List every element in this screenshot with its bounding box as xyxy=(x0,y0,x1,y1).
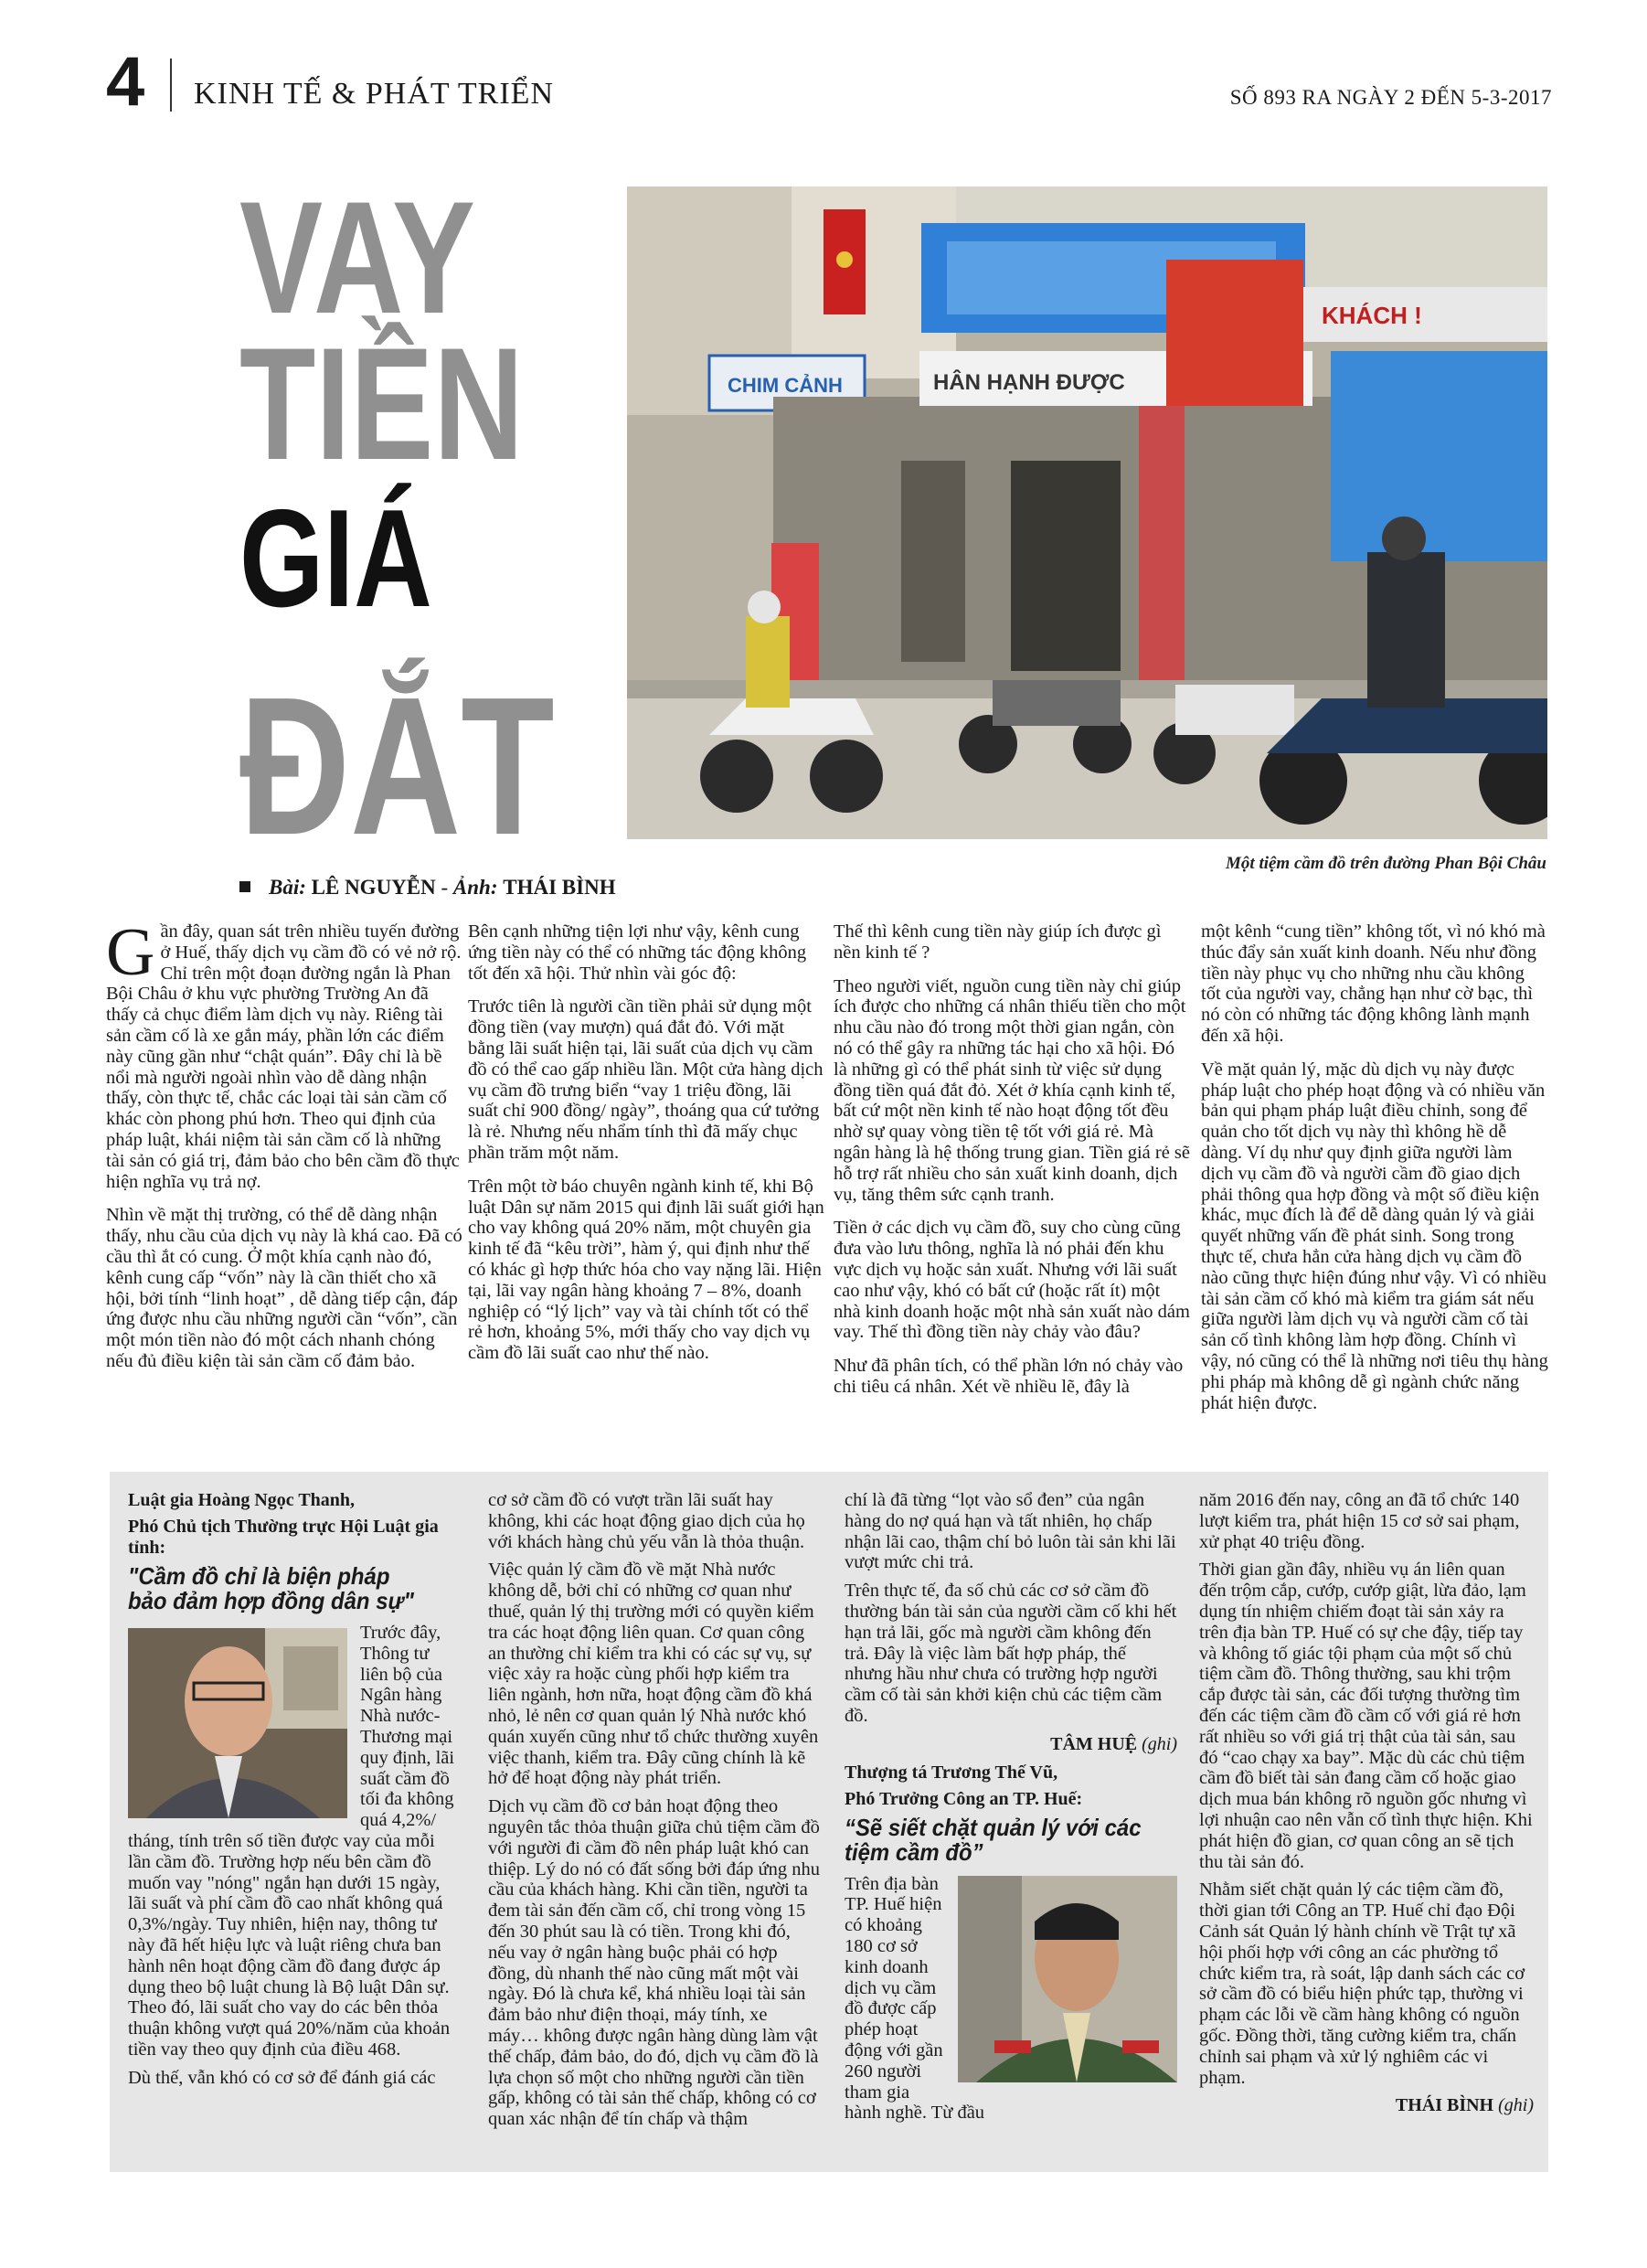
article-paragraph: Nhìn về mặt thị trường, có thể dễ dàng nhận thấy, nhu cầu của dịch vụ này là khá cao. Đã có cầu thì ắt có cung. Ở một khía cạnh nào đó, kênh cung cấp “vốn” này là cần thiết cho xã hội, bởi tính “linh hoạt” , dễ dàng tiếp cận, đáp ứng được nhu cầu những người cần “vốn”, cần một món tiền nào đó một cách nhanh chóng nếu đủ điều kiện tài sản cầm cố đảm bảo. xyxy=(106,1205,462,1371)
interview-paragraph: Thời gian gần đây, nhiều vụ án liên quan đến trộm cắp, cướp, cướp giật, lừa đảo, lạm dụng tín nhiệm chiếm đoạt tài sản xảy ra trên địa bàn TP. Huế có sự che đậy, tiếp tay và không tố giác tội phạm của một số chủ tiệm cầm đồ. Thông thường, sau khi trộm cắp được tài sản, các đối tượng thường tìm đến các tiệm cầm đồ cầm cố với giá rẻ hơn rất nhiều so với giá trị thật của tài sản, sau đó “cao chạy xa bay”. Mặc dù các chủ tiệm cầm đồ biết tài sản đang cầm cố hoặc giao dịch mua bán không rõ nguồn gốc nhưng vì lợi nhuận cao nên vẫn cố tình thực hiện. Khi phát hiện đồ gian, cơ quan công an sẽ tịch thu tài sản đó. xyxy=(1199,1560,1533,1872)
page-number: 4 xyxy=(106,43,145,121)
interview-paragraph: cơ sở cầm đồ có vượt trần lãi suất hay không, khi các hoạt động giao dịch của họ với khách hàng chủ yếu vẫn là thỏa thuận. xyxy=(488,1490,805,1552)
speaker-2-title: Phó Trưởng Công an TP. Huế: xyxy=(845,1788,1083,1809)
article-paragraph: Như đã phân tích, có thể phần lớn nó chảy vào chi tiêu cá nhân. Xét về nhiều lẽ, đây là xyxy=(834,1356,1184,1397)
interview-paragraph: Dịch vụ cầm đồ cơ bản hoạt động theo nguyên tắc thỏa thuận giữa chủ tiệm cầm đồ với người đi cầm đồ nên pháp luật khó can thiệp. Lý do nó có đất sống bởi đáp ứng nhu cầu của khách hàng. Khi cần tiền, người ta đem tài sản đến cầm cố, chỉ trong vòng 15 đến 30 phút sau là có tiền. Trong khi đó, nếu vay ở ngân hàng buộc phải có hợp đồng, dù nhanh thế nào cũng mất một vài ngày. Đó là chưa kể, khá nhiều loại tài sản đảm bảo như điện thoại, máy tính, xe máy… không được ngân hàng dùng làm vật thế chấp, đảm bảo, do đó, dịch vụ cầm đồ là lựa chọn số một cho những người cần tiền gấp, không có tài sản thế chấp, không có cơ quan xác nhận để tín chấp và thậm xyxy=(488,1796,821,2130)
header-divider xyxy=(170,59,172,112)
interview-paragraph: năm 2016 đến nay, công an đã tổ chức 140 lượt kiểm tra, phát hiện 15 cơ sở sai phạm, xử phạt 40 triệu đồng. xyxy=(1199,1490,1520,1552)
byline-text-label: Bài: xyxy=(269,876,306,899)
portrait-speaker-1 xyxy=(128,1628,347,1824)
interview-paragraph: Nhằm siết chặt quản lý các tiệm cầm đồ, thời gian tới Công an TP. Huế chỉ đạo Đội Cảnh sát Quản lý hành chính về Trật tự xã hội phối hợp với công an các phường tổ chức kiểm tra, rà soát, lập danh sách các cơ sở cầm đồ có biểu hiện phức tạp, thường vi phạm các lỗi về cầm hàng không có nguồn gốc. Đồng thời, tăng cường kiểm tra, chấn chỉnh sai phạm và xử lý nghiêm các vi phạm. xyxy=(1199,1879,1525,2088)
interview-column-3 xyxy=(845,1490,1177,2165)
signature-tam-hue: TÂM HUỆ (ghi) xyxy=(1050,1733,1177,1754)
issue-info: SỐ 893 RA NGÀY 2 ĐẾN 5-3-2017 xyxy=(1229,86,1552,109)
speaker-1-title: Phó Chủ tịch Thường trực Hội Luật gia tỉnh: xyxy=(128,1517,439,1558)
speaker-1-name: Luật gia Hoàng Ngọc Thanh, xyxy=(128,1490,356,1510)
interview-paragraph: Dù thế, vẫn khó có cơ sở để đánh giá các xyxy=(128,2067,436,2088)
interview-paragraph: Trên địa bàn TP. Huế hiện có khoảng 180 cơ sở kinh doanh dịch vụ cầm đồ được cấp phép hoạt động với gần 260 người tham gia hành nghề. Từ đầu xyxy=(845,1873,985,2124)
signature-thai-binh: THÁI BÌNH (ghi) xyxy=(1395,2095,1534,2116)
article-column-3 xyxy=(834,921,1190,1463)
article-paragraph: Tiền ở các dịch vụ cầm đồ, suy cho cùng cũng đưa vào lưu thông, nghĩa là nó phải đến khu vực dịch vụ hoặc sản xuất. Nhưng với lãi suất cao như vậy, khó có bất cứ (hoặc rất ít) một nhà kinh doanh hoặc một nhà sản xuất nào dám vay. Thế thì đồng tiền này chảy vào đâu? xyxy=(834,1218,1190,1343)
speaker-2-quote-title: “Sẽ siết chặt quản lý với các tiệm cầm đồ” xyxy=(845,1813,1142,1866)
interview-column-2 xyxy=(488,1490,821,2165)
byline-photo-label: Ảnh: xyxy=(452,876,498,899)
svg-text:CHIM CẢNH: CHIM CẢNH xyxy=(728,374,843,397)
street-photo xyxy=(627,186,1547,839)
article-column-2 xyxy=(468,921,824,1463)
interview-paragraph: Trên thực tế, đa số chủ các cơ sở cầm đồ thường bán tài sản của người cầm cố khi hết hạn trả lãi, gốc mà người cầm không đến trả. Đây là việc làm bất hợp pháp, thế nhưng hầu như chưa có trường hợp người cầm cố tài sản khởi kiện chủ các tiệm cầm đồ. xyxy=(845,1581,1177,1726)
byline: Bài: LÊ NGUYỄN - Ảnh: THÁI BÌNH xyxy=(239,876,616,900)
article-paragraph: Bên cạnh những tiện lợi như vậy, kênh cung ứng tiền này có thể có những tác động không tốt đến xã hội. Thử nhìn vài góc độ: xyxy=(468,921,807,984)
bullet-square-icon xyxy=(239,881,250,892)
svg-text:HÂN HẠNH ĐƯỢC: HÂN HẠNH ĐƯỢC xyxy=(933,370,1125,395)
article-paragraph: Theo người viết, nguồn cung tiền này chỉ giúp ích được cho những cá nhân thiếu tiền cho một nhu cầu nào đó trong một thời gian ngắn, còn nó có thể gây ra những tác hại cho xã hội. Đó là những gì có thể phát sinh từ việc sử dụng đồng tiền quá đắt đỏ. Xét ở khía cạnh kinh tế, bất cứ một nền kinh tế nào hoạt động tốt đều nhờ sự quay vòng tiền tệ tốt với giá rẻ. Mà ngân hàng là hệ thống trung gian. Tiền giá rẻ sẽ hỗ trợ rất nhiều cho sản xuất kinh doanh, dịch vụ, tăng thêm sức cạnh tranh. xyxy=(834,975,1190,1205)
headline-line-1: VAY xyxy=(239,169,476,347)
article-column-4 xyxy=(1201,921,1548,1463)
portrait-speaker-2 xyxy=(958,1876,1177,2088)
photo-caption: Một tiệm cầm đồ trên đường Phan Bội Châu xyxy=(1226,854,1546,873)
svg-text:KHÁCH !: KHÁCH ! xyxy=(1322,302,1422,329)
speaker-1-quote-title: "Cầm đồ chỉ là biện pháp bảo đảm hợp đồng dân sự" xyxy=(128,1562,414,1614)
interview-paragraph: Trước đây, Thông tư liên bộ của Ngân hàng Nhà nước- Thương mại quy định, lãi suất cầm đồ tối đa không quá 4,2%/ tháng, tính trên số tiền được vay của mỗi lần cầm đồ. Trường hợp nếu bên cầm đồ muốn vay "nóng" ngắn hạn dưới 15 ngày, lãi suất và phí cầm đồ cao nhất không quá 0,3%/ngày. Tuy nhiên, hiện nay, thông tư này đã hết hiệu lực và luật riêng chưa ban hành nên hoạt động cầm đồ đang được áp dụng theo bộ luật chung là Bộ luật Dân sự. Theo đó, lãi suất cho vay do các bên thỏa thuận không vượt quá 20%/năm của khoản tiền vay theo quy định của điều 468. xyxy=(128,1623,455,2060)
headline-line-3: GIÁ xyxy=(239,481,432,636)
interview-paragraph: chí là đã từng “lọt vào sổ đen” của ngân hàng do nợ quá hạn và tất nhiên, họ chấp nhận lãi cao, thậm chí bỏ luôn tài sản khi lãi vượt mức chi trả. xyxy=(845,1490,1176,1573)
article-paragraph: Trên một tờ báo chuyên ngành kinh tế, khi Bộ luật Dân sự năm 2015 qui định lãi suất giới hạn cho vay không quá 20% năm, một chuyên gia kinh tế đã “kêu trời”, hàm ý, qui định như thế có khác gì hợp thức hóa cho vay nặng lãi. Hiện tại, lãi vay ngân hàng khoảng 7 – 8%, doanh nghiệp có “lý lịch” vay và tài chính tốt có thể rẻ hơn, khoảng 5%, mới thấy cho vay dịch vụ cầm đồ lãi suất cao như thế nào. xyxy=(468,1176,824,1364)
interview-column-4 xyxy=(1199,1490,1534,2165)
headline-line-4: ĐẮT xyxy=(239,655,555,876)
speaker-2-name: Thượng tá Trương Thế Vũ, xyxy=(845,1762,1058,1783)
article-paragraph: Gần đây, quan sát trên nhiều tuyến đường ở Huế, thấy dịch vụ cầm đồ có vẻ nở rộ. Chỉ trên một đoạn đường ngắn là Phan Bội Châu ở khu vực phường Trường An đã thấy cả chục điểm làm dịch vụ này. Riêng tài sản cầm cố là xe gắn máy, phần lớn các điểm này cũng gần như “chật quán”. Đây chỉ là bề nổi mà người ngoài nhìn vào dễ dàng nhận thấy, còn thực tế, chắc các loại tài sản cầm cố khác còn phong phú hơn. Theo qui định của pháp luật, khái niệm tài sản cầm cố là những tài sản có giá trị, đảm bảo cho bên cầm đồ thực hiện nghĩa vụ trả nợ. xyxy=(106,921,462,1192)
article-paragraph: Thế thì kênh cung tiền này giúp ích được gì nền kinh tế ? xyxy=(834,921,1162,963)
byline-photographer: THÁI BÌNH xyxy=(503,876,616,899)
interview-paragraph: Việc quản lý cầm đồ về mặt Nhà nước không dễ, bởi chỉ có những cơ quan như thuế, quản lý thị trường mới có quyền kiểm tra các hoạt động liên quan. Cơ quan công an thường chỉ kiểm tra khi có các sự vụ, sự việc xảy ra hoặc cùng phối hợp kiểm tra liên ngành, hơn nữa, hoạt động cầm đồ khá nhỏ, lẻ nên cơ quan quản lý Nhà nước khó quán xuyến cũng như tổ chức thường xuyên việc thanh, kiểm tra. Đây cũng chính là kẽ hở để hoạt động này phát triển. xyxy=(488,1560,819,1789)
article-paragraph: Trước tiên là người cần tiền phải sử dụng một đồng tiền (vay mượn) quá đắt đỏ. Với mặt bằng lãi suất hiện tại, lãi suất của dịch vụ cầm đồ có thể cao gấp nhiều lần. Một cửa hàng dịch vụ cầm đồ trưng biển “vay 1 triệu đồng, lãi suất chỉ 900 đồng/ ngày”, thoáng qua cứ tưởng là rẻ. Nhưng nếu nhẩm tính thì đã mấy chục phần trăm một năm. xyxy=(468,996,824,1163)
article-paragraph: một kênh “cung tiền” không tốt, vì nó khó mà thúc đẩy sản xuất kinh doanh. Nếu như đồng tiền này phục vụ cho những nhu cầu không tốt của người vay, chẳng hạn như cờ bạc, thì nó còn có những tác động không lành mạnh đến xã hội. xyxy=(1201,921,1546,1046)
dropcap: G xyxy=(106,921,155,990)
article-paragraph: Về mặt quản lý, mặc dù dịch vụ này được pháp luật cho phép hoạt động và có nhiều văn bản qui phạm pháp luật điều chỉnh, song để quản cho tốt dịch vụ này thì không hề dễ dàng. Ví dụ như quy định giữa người làm dịch vụ cầm đồ và người cầm đồ giao dịch phải thông qua hợp đồng và một số điều kiện khác, mục đích là để dễ dàng quản lý và giải quyết những vấn đề phát sinh. Song trong thực tế, chưa hẳn cửa hàng dịch vụ cầm đồ nào cũng thực hiện đúng như vậy. Vì có nhiều tài sản cầm cố khó mà kiểm tra giám sát nếu giữa người làm dịch vụ và người cầm cố tài sản cố tình không làm hợp đồng. Chính vì vậy, nó cũng có thể là những nơi tiêu thụ hàng phi pháp mà không dễ gì ngành chức năng phát hiện được. xyxy=(1201,1059,1548,1413)
interview-column-1 xyxy=(128,1490,459,2165)
byline-author: LÊ NGUYỄN xyxy=(311,876,436,899)
section-title: KINH TẾ & PHÁT TRIỂN xyxy=(194,77,554,111)
article-column-1 xyxy=(106,921,462,1463)
headline-line-2: TIỀN xyxy=(239,315,524,494)
